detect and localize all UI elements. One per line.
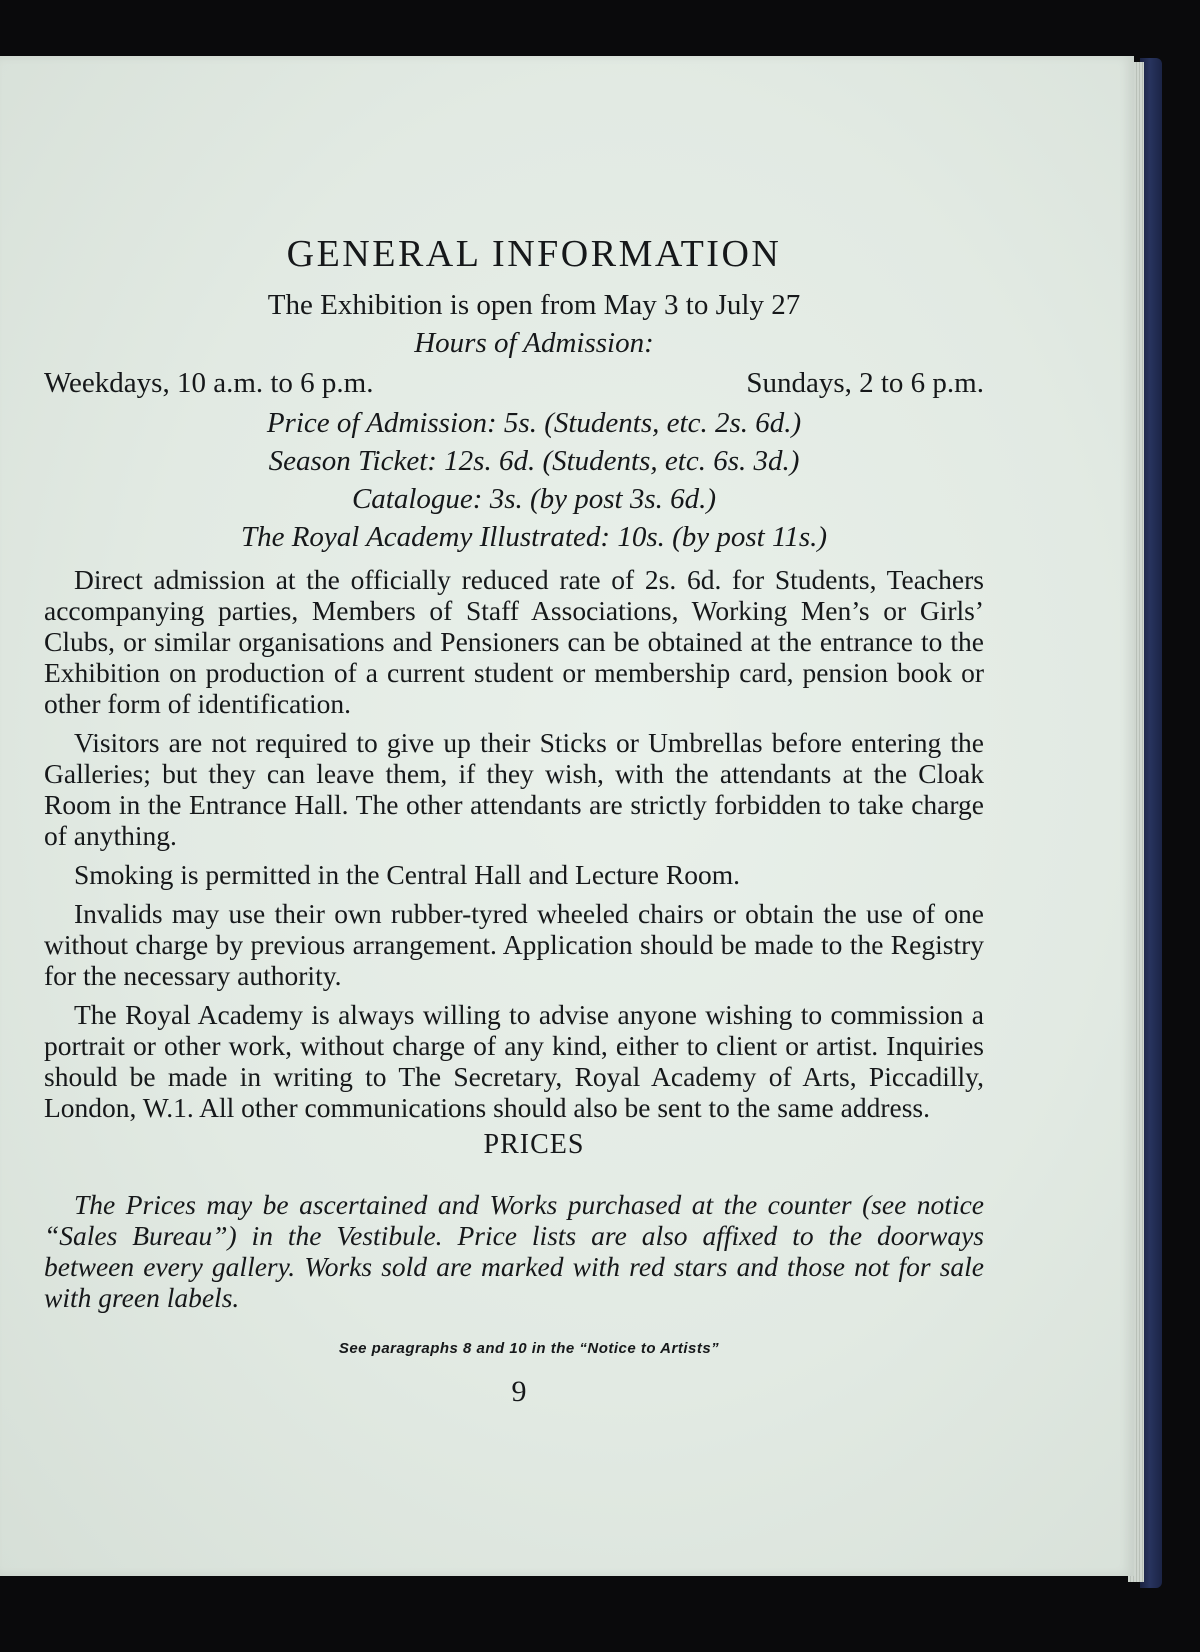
catalogue-price: Catalogue: 3s. (by post 3s. 6d.) [351,483,717,515]
page-content [44,174,984,1409]
hours-sundays: Sundays, 2 to 6 p.m. [746,367,984,399]
illustrated-price: The Royal Academy Illustrated: 10s. (by post 11s.) [240,521,828,553]
hours-weekdays: Weekdays, 10 a.m. to 6 p.m. [44,367,374,399]
price-admission: Price of Admission: 5s. (Students, etc. 2s. 6d.) [266,407,802,439]
prices-paragraph: The Prices may be ascertained and Works purchased at the counter (see notice “Sales Bureau”) in the Vestibule. Price lists are also affixed to the doorways between every gallery. Works sold are marked with red stars and those not for sale with green labels. [44,1188,984,1313]
season-ticket: Season Ticket: 12s. 6d. (Students, etc. 6s. 3d.) [268,445,800,477]
exhibition-dates: The Exhibition is open from May 3 to July 27 [267,289,801,321]
hours-label: Hours of Admission: [414,327,654,359]
paragraph-commission: The Royal Academy is always willing to advise anyone wishing to commission a portrait or other work, without charge of any kind, either to client or artist. Inquiries should be made in writing to The Secretary, Royal Academy of Arts, Piccadilly, London, W.1. All other communications should also be sent to the same address. [44,999,984,1123]
paragraph-invalids: Invalids may use their own rubber-tyred wheeled chairs or obtain the use of one without charge by previous arrangement. Application should be made to the Registry for the necessary authority. [44,898,984,991]
page-title: GENERAL INFORMATION [286,233,782,275]
footnote: See paragraphs 8 and 10 in the “Notice to Artists” [338,1340,720,1357]
paragraph-sticks-umbrellas: Visitors are not required to give up their Sticks or Umbrellas before entering the Galleries; but they can leave them, if they wish, with the attendants at the Cloak Room in the Entrance Hall. The other attendants are strictly forbidden to take charge of anything. [44,727,984,851]
page-number: 9 [511,1375,527,1408]
page-sheet [0,56,1134,1576]
hours-row [44,364,984,402]
paragraph-reduced-rate: Direct admission at the officially reduced rate of 2s. 6d. for Students, Teachers accompanying parties, Members of Staff Associations, Working Men’s or Girls’ Clubs, or similar organisations and Pensioners can be obtained at the entrance to the Exhibition on production of a current student or membership card, pension book or other form of identification. [44,564,984,719]
paragraph-smoking: Smoking is permitted in the Central Hall and Lecture Room. [74,859,740,890]
prices-heading: PRICES [483,1129,585,1160]
